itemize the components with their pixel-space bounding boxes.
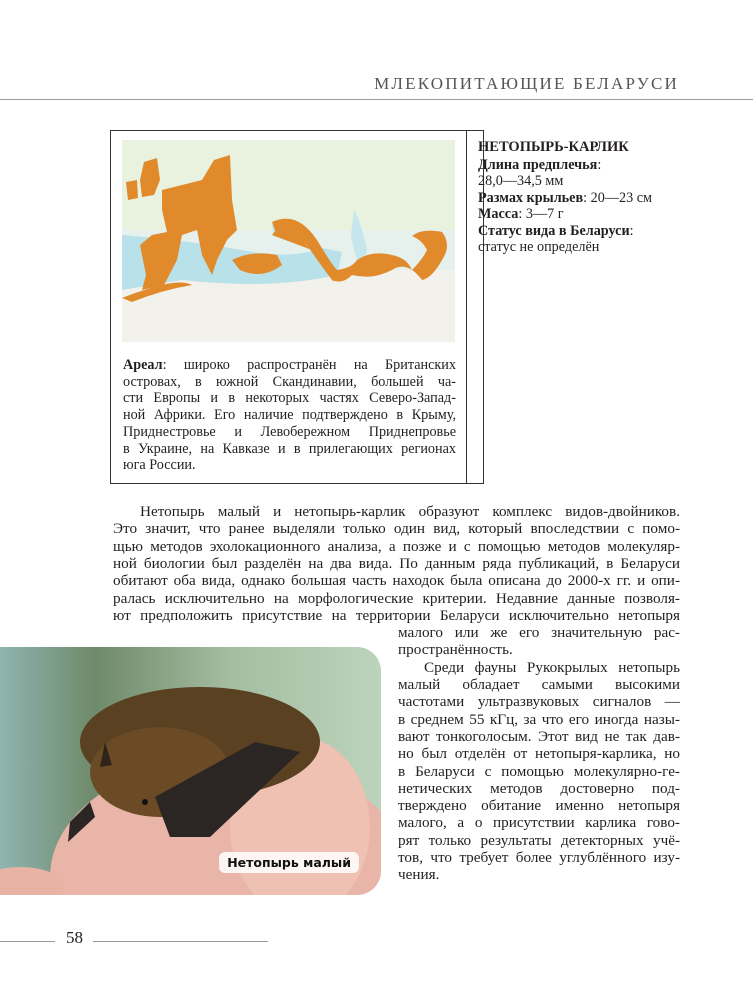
range-map xyxy=(122,140,455,342)
body-text: малый обладает самыми высокими xyxy=(398,676,680,693)
bat-photo xyxy=(0,647,381,895)
body-text: малого, а о присутствии карлика гово- xyxy=(398,814,680,832)
fact-separator: : xyxy=(583,189,588,206)
page-number: 58 xyxy=(66,928,83,947)
body-text: обитают оба вида, однако большая часть находок была описана до 2000-х гг. и опи- xyxy=(113,572,680,590)
body-line xyxy=(398,814,680,832)
body-line xyxy=(113,555,680,573)
areal-text: Приднестровье и Левобережном Приднепровье xyxy=(123,423,456,440)
areal-line xyxy=(123,407,456,424)
body-line xyxy=(398,676,680,694)
body-text: Среди фауны Рукокрылых нетопырь xyxy=(424,658,680,676)
body-line xyxy=(113,590,680,608)
areal-line xyxy=(123,357,456,374)
body-line xyxy=(113,607,680,625)
body-line xyxy=(398,780,680,798)
areal-text: в Украине, на Кавказе и в прилегающих регионах xyxy=(123,440,456,457)
body-line xyxy=(398,797,680,815)
fact-label: Длина предплечья xyxy=(478,157,598,173)
body-text: Это значит, что ранее выделяли только один вид, который впоследствии с помо- xyxy=(113,520,680,538)
areal-line xyxy=(123,374,456,391)
body-text: малого или же его значительную рас- xyxy=(398,624,680,642)
body-text: щью методов эхолокационного анализа, а позже и с помощью методов молекуляр- xyxy=(113,537,680,555)
body-line xyxy=(398,624,680,642)
body-text: вают тонкоголосым. Этот вид не так дав- xyxy=(398,727,680,745)
body-line xyxy=(398,728,680,746)
areal-line xyxy=(123,390,456,407)
fact-value: статус не определён xyxy=(478,239,600,255)
body-line xyxy=(113,538,680,556)
areal-text: сти Европы и в некоторых частях Северо-Запад- xyxy=(123,390,456,407)
areal-line xyxy=(123,457,456,474)
fact-line xyxy=(478,157,601,174)
fact-line xyxy=(478,239,599,256)
fact-line xyxy=(478,190,652,207)
fact-separator: : xyxy=(518,206,523,223)
body-text: чения. xyxy=(398,866,440,884)
fact-line xyxy=(478,173,563,190)
body-text: нетических методов достоверно под- xyxy=(398,779,680,797)
areal-text: юга России. xyxy=(123,457,196,474)
fact-label: Масса xyxy=(478,206,519,223)
body-text: тверждено обитание именно нетопыря xyxy=(398,797,680,815)
fact-value: 3—7 г xyxy=(522,206,564,223)
body-line xyxy=(398,711,680,729)
body-text: в Беларуси с помощью молекулярно-ге- xyxy=(398,762,680,780)
body-text: но был отделён от нетопыря-карлика, но xyxy=(398,745,680,763)
body-text: тов, что требует более углублённого изу- xyxy=(398,849,680,866)
body-line xyxy=(398,693,680,711)
body-text: рят только результаты детекторных учё- xyxy=(398,831,680,849)
species-title: НЕТОПЫРЬ-КАРЛИК xyxy=(478,139,629,155)
footer-rule-right xyxy=(93,941,268,942)
fact-line xyxy=(478,223,634,240)
body-text: ной биологии был разделён на два вида. По данным ряда публикаций, в Беларуси xyxy=(113,554,680,572)
areal-line xyxy=(123,424,456,441)
fact-line xyxy=(478,206,564,223)
body-line xyxy=(398,849,680,867)
areal-text: островах, в южной Скандинавии, большей ча- xyxy=(123,373,456,390)
fact-label: Статус вида в Беларуси xyxy=(478,222,630,239)
body-text: ралась исключительно на морфологические критерии. Недавние данные позволя- xyxy=(113,589,680,607)
body-text: ют предположить присутствие на территории Беларуси исключительно нетопыря xyxy=(113,606,680,624)
running-title: МЛЕКОПИТАЮЩИЕ БЕЛАРУСИ xyxy=(374,74,679,93)
box-divider xyxy=(466,130,467,483)
fact-label: Размах крыльев xyxy=(478,189,584,206)
body-line xyxy=(424,659,680,677)
body-line xyxy=(398,745,680,763)
header-rule xyxy=(0,99,753,100)
areal-text: : широко распространён на Британских xyxy=(162,357,456,373)
body-text: частотами ультразвуковых сигналов — xyxy=(398,693,680,711)
body-line xyxy=(113,572,680,590)
areal-text: ной Африки. Его наличие подтверждено в Крыму, xyxy=(123,407,456,424)
body-text: пространённость. xyxy=(398,641,513,659)
fact-value: 28,0—34,5 мм xyxy=(478,173,564,190)
body-line xyxy=(140,503,680,521)
fact-value: 20—23 см xyxy=(587,189,653,206)
areal-label: Ареал xyxy=(123,357,163,373)
body-text: в среднем 55 кГц, за что его иногда назы- xyxy=(398,710,680,728)
body-line xyxy=(398,641,680,659)
photo-caption: Нетопырь малый xyxy=(219,852,359,873)
areal-line xyxy=(123,441,456,458)
body-line xyxy=(398,763,680,781)
range-map-image xyxy=(122,140,455,342)
body-line xyxy=(398,866,680,884)
fact-separator: : xyxy=(597,157,602,173)
fact-separator: : xyxy=(629,222,634,239)
body-line xyxy=(398,832,680,850)
body-text: Нетопырь малый и нетопырь-карлик образуют комплекс видов-двойников. xyxy=(140,503,680,520)
body-line xyxy=(113,520,680,538)
footer-rule-left xyxy=(0,941,55,942)
